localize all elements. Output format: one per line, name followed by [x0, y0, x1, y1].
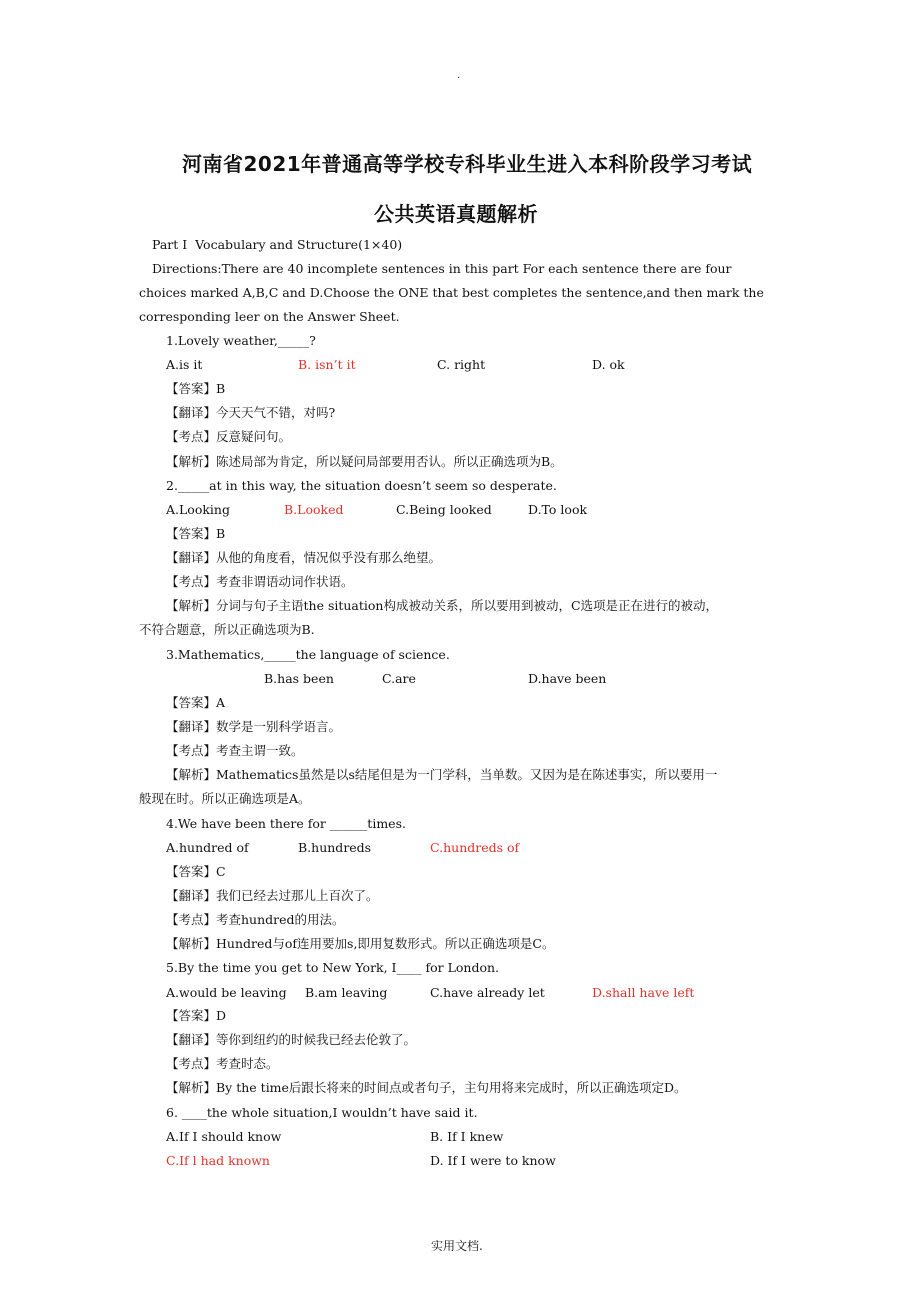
option-b-correct: B. isn’t it	[298, 357, 356, 372]
option-d-correct: D.shall have left	[592, 985, 695, 1000]
directions-line: corresponding leer on the Answer Sheet.	[139, 309, 400, 324]
part-heading: Part I Vocabulary and Structure(1×40)	[152, 237, 403, 252]
point-line: 【考点】考查hundred的用法。	[166, 912, 345, 927]
option-b-correct: B.Looked	[284, 502, 344, 517]
question-stem: 2._____at in this way, the situation doesn’t seem so desperate.	[166, 478, 557, 493]
option-d: D.have been	[528, 671, 607, 686]
answer-line: 【答案】A	[166, 695, 226, 710]
translation-line: 【翻译】数学是一别科学语言。	[166, 719, 342, 734]
translation-line: 【翻译】等你到纽约的时候我已经去伦敦了。	[166, 1032, 417, 1047]
option-d: D. ok	[592, 357, 625, 372]
page-title: 河南省2021年普通高等学校专科毕业生进入本科阶段学习考试	[182, 152, 753, 176]
question-stem: 6. ____the whole situation,I wouldn’t have said it.	[166, 1105, 478, 1120]
option-d: D.To look	[528, 502, 588, 517]
option-c: C. right	[437, 357, 486, 372]
answer-line: 【答案】B	[166, 526, 226, 541]
analysis-line: 【解析】Mathematics虽然是以s结尾但是为一门学科，当单数。又因为是在陈述事实，所以要用一	[166, 767, 718, 782]
option-b: B.am leaving	[305, 985, 388, 1000]
option-a: A.If I should know	[166, 1129, 282, 1144]
question-stem: 1.Lovely weather,_____?	[166, 333, 316, 348]
option-c-correct: C.If l had known	[166, 1153, 270, 1168]
point-line: 【考点】考查非谓语动词作状语。	[166, 574, 354, 589]
translation-line: 【翻译】从他的角度看，情况似乎没有那么绝望。	[166, 550, 442, 565]
option-b: B.has been	[264, 671, 334, 686]
option-a: A.is it	[166, 357, 203, 372]
answer-line: 【答案】D	[166, 1008, 227, 1023]
analysis-line: 【解析】分词与句子主语the situation构成被动关系，所以要用到被动，C选项是正在进行的被动，	[166, 598, 719, 613]
option-b: B.hundreds	[298, 840, 372, 855]
point-line: 【考点】反意疑问句。	[166, 429, 292, 444]
analysis-line: 【解析】Hundred与of连用要加s,即用复数形式。所以正确选项是C。	[166, 936, 555, 951]
question-stem: 5.By the time you get to New York, I____ for London.	[166, 960, 500, 975]
option-a: A.would be leaving	[166, 985, 287, 1000]
option-c: C.Being looked	[396, 502, 492, 517]
point-line: 【考点】考查时态。	[166, 1056, 279, 1071]
point-line: 【考点】考查主谓一致。	[166, 743, 304, 758]
analysis-line: 不符合题意，所以正确选项为B.	[139, 622, 315, 637]
page-subtitle: 公共英语真题解析	[374, 202, 538, 226]
option-a: A.Looking	[166, 502, 230, 517]
option-c: C.are	[382, 671, 416, 686]
option-c-correct: C.hundreds of	[430, 840, 520, 855]
page-footer: 实用文档.	[431, 1239, 483, 1253]
analysis-line: 【解析】By the time后跟长将来的时间点或者句子，主句用将来完成时，所以正确选项定D。	[166, 1080, 687, 1095]
answer-line: 【答案】B	[166, 381, 226, 396]
option-b: B. If I knew	[430, 1129, 504, 1144]
translation-line: 【翻译】今天天气不错，对吗?	[166, 405, 336, 420]
option-c: C.have already let	[430, 985, 545, 1000]
analysis-line: 般现在时。所以正确选项是A。	[139, 791, 311, 806]
question-stem: 4.We have been there for ______times.	[166, 816, 406, 831]
question-stem: 3.Mathematics,_____the language of science.	[166, 647, 450, 662]
answer-line: 【答案】C	[166, 864, 226, 879]
option-d: D. If I were to know	[430, 1153, 556, 1168]
header-mark: .	[457, 70, 461, 81]
analysis-line: 【解析】陈述局部为肯定，所以疑问局部要用否认。所以正确选项为B。	[166, 454, 563, 469]
option-a: A.hundred of	[166, 840, 249, 855]
directions-line: Directions:There are 40 incomplete sentences in this part For each sentence there are four	[152, 261, 732, 276]
directions-line: choices marked A,B,C and D.Choose the ONE that best completes the sentence,and then mark the	[139, 285, 764, 300]
translation-line: 【翻译】我们已经去过那儿上百次了。	[166, 888, 379, 903]
